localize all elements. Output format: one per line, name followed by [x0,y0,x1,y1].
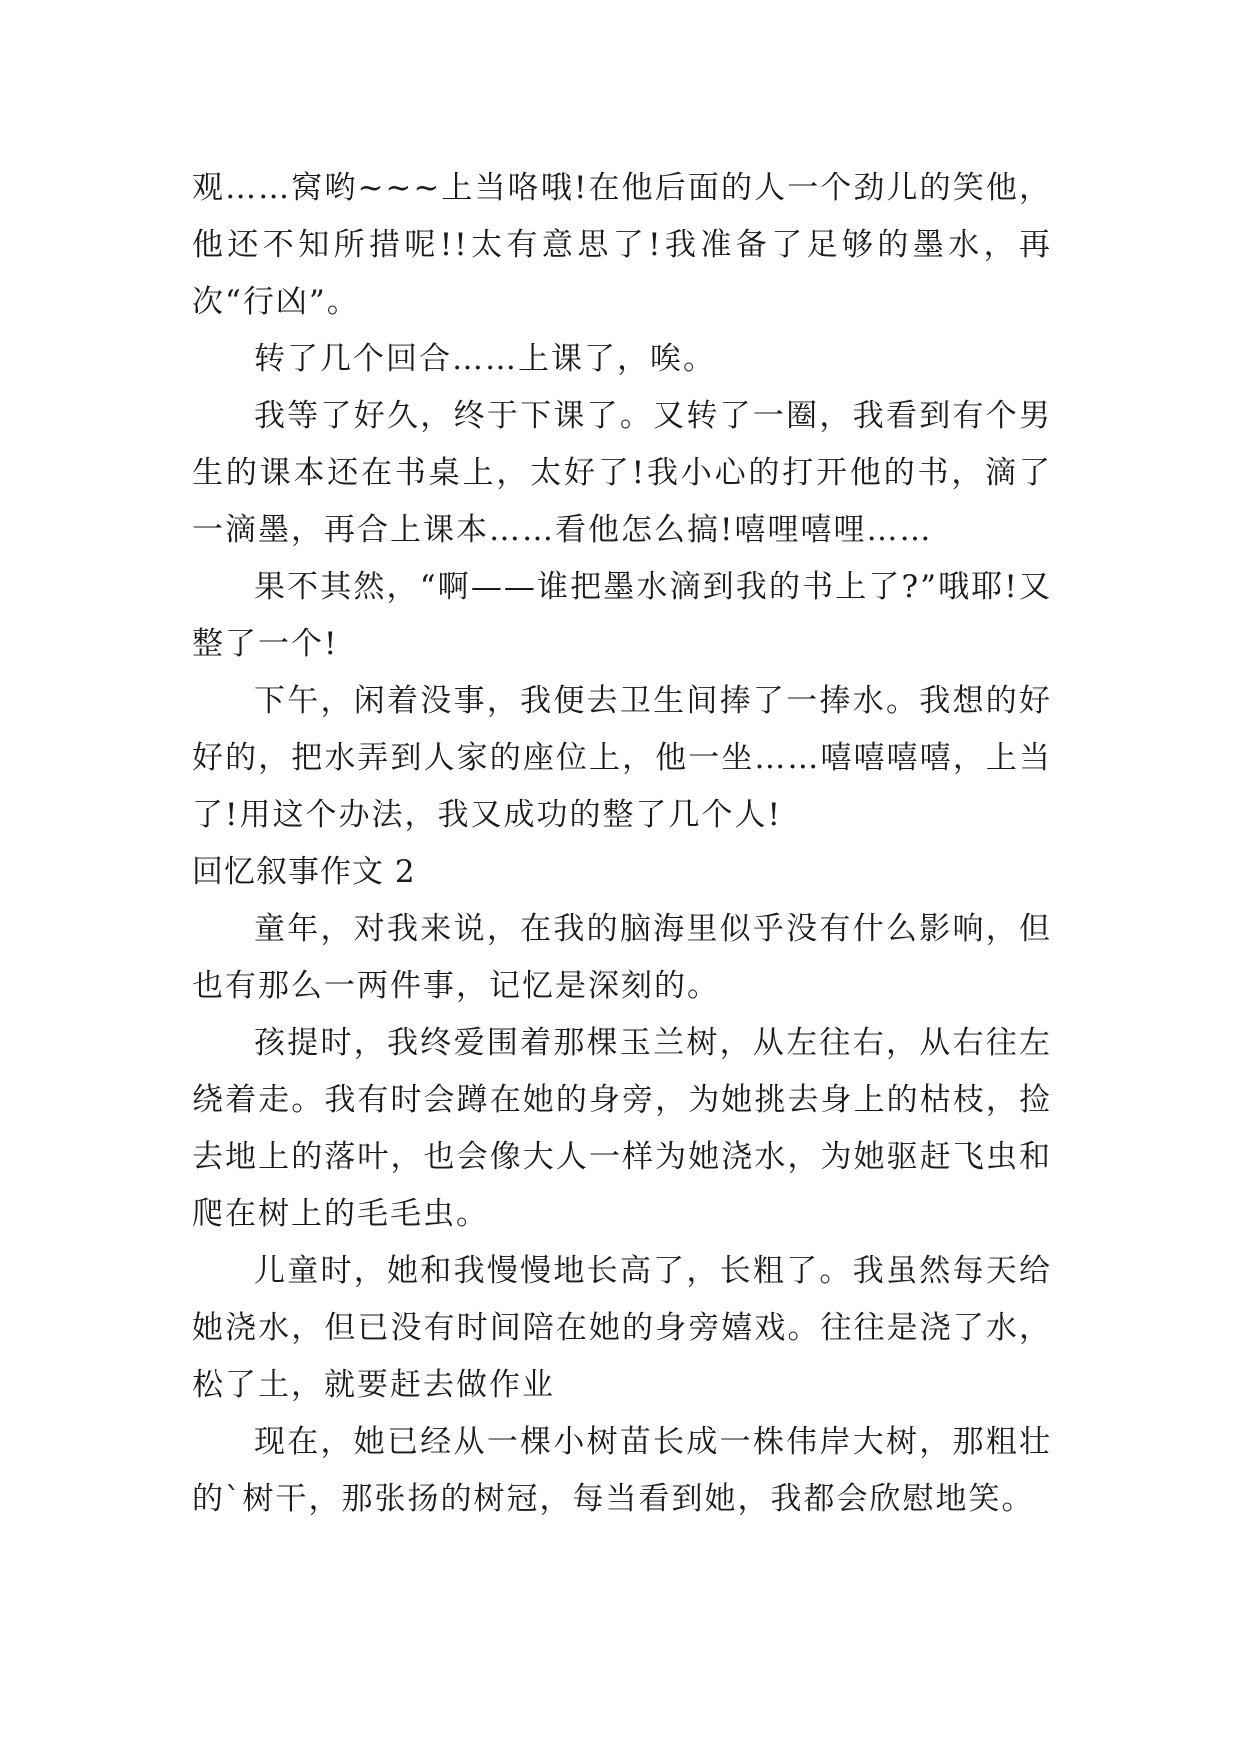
document-body [192,160,1052,1528]
paragraph-8: 儿童时，她和我慢慢地长高了，长粗了。我虽然每天给她浇水，但已没有时间陪在她的身旁嬉戏。往往是浇了水，松了土，就要赶去做作业 [192,1253,1052,1403]
paragraph-9: 现在，她已经从一棵小树苗长成一株伟岸大树，那粗壮的`树干，那张扬的树冠，每当看到她，我都会欣慰地笑。 [192,1424,1052,1517]
paragraph-6: 童年，对我来说，在我的脑海里似乎没有什么影响，但也有那么一两件事，记忆是深刻的。 [192,911,1052,1004]
paragraph-3: 我等了好久，终于下课了。又转了一圈，我看到有个男生的课本还在书桌上，太好了!我小心的打开他的书，滴了一滴墨，再合上课本……看他怎么搞!嘻哩嘻哩…… [192,398,1052,548]
paragraph-4: 果不其然，“啊——谁把墨水滴到我的书上了?”哦耶!又整了一个! [192,569,1052,662]
paragraph-7: 孩提时，我终爱围着那棵玉兰树，从左往右，从右往左绕着走。我有时会蹲在她的身旁，为她挑去身上的枯枝，捡去地上的落叶，也会像大人一样为她浇水，为她驱赶飞虫和爬在树上的毛毛虫。 [192,1025,1052,1232]
paragraph-1: 观……窝哟~~~上当咯哦!在他后面的人一个劲儿的笑他，他还不知所措呢!!太有意思了!我准备了足够的墨水，再次“行凶”。 [192,170,1052,320]
paragraph-5: 下午，闲着没事，我便去卫生间捧了一捧水。我想的好好的，把水弄到人家的座位上，他一坐……嘻嘻嘻嘻，上当了!用这个办法，我又成功的整了几个人! [192,683,1052,833]
paragraph-2: 转了几个回合……上课了，唉。 [254,341,716,377]
section-heading: 回忆叙事作文 2 [192,854,416,890]
